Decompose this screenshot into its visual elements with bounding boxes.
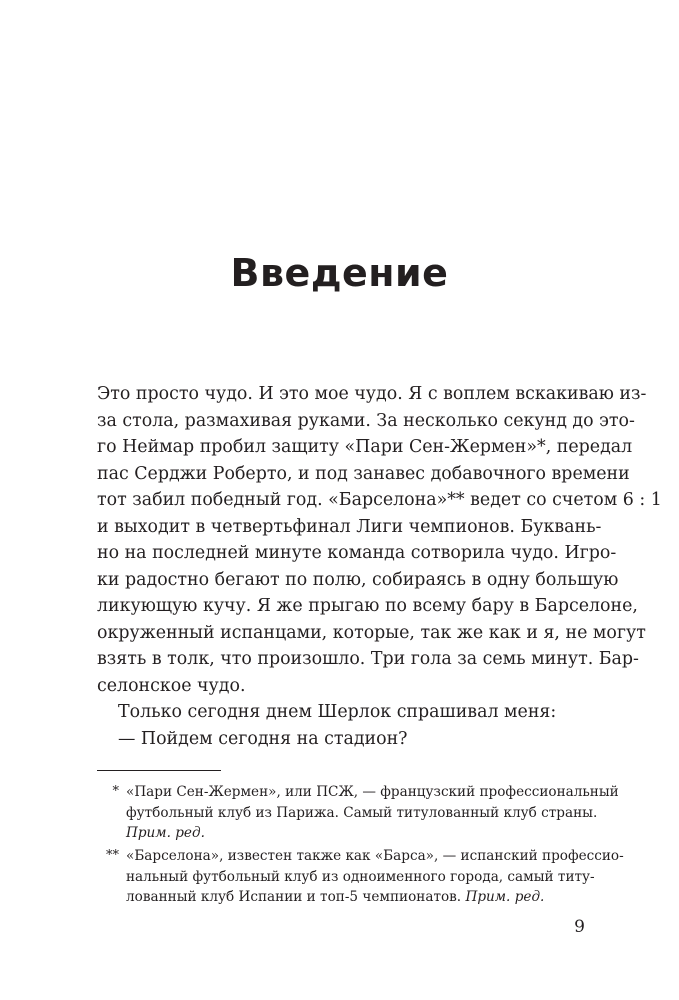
footnote-marker: **	[106, 848, 119, 863]
footnote-line-text: лованный клуб Испании и топ-5 чемпионатов.	[126, 889, 462, 905]
body-line: тот забил победный год. «Барселона»** ведет со счетом 6 : 1	[97, 490, 662, 510]
dialogue-line: — Пойдем сегодня на стадион?	[118, 728, 408, 749]
body-line: но на последней минуте команда сотворила чудо. Игро-	[97, 543, 617, 563]
body-line: взять в толк, что произошло. Три гола за семь минут. Бар-	[97, 649, 639, 669]
body-line: и выходит в четвертьфинал Лиги чемпионов. Буквань-	[97, 516, 602, 537]
editor-note: Прим. ред.	[126, 825, 205, 841]
footnote-line: «Пари Сен-Жермен», или ПСЖ, — французский профессиональный	[126, 784, 619, 800]
footnote-divider	[97, 770, 221, 771]
body-line: за стола, размахивая руками. За несколько секунд до это-	[97, 410, 635, 431]
footnote-line: нальный футбольный клуб из одноименного города, самый титу-	[126, 868, 595, 885]
footnote-text	[126, 782, 619, 844]
chapter-title: Введение	[230, 251, 449, 295]
body-line: ки радостно бегают по полю, собираясь в одну большую	[97, 569, 619, 590]
body-line: пас Серджи Роберто, и под занавес добавочного времени	[97, 463, 630, 484]
footnote-text	[126, 846, 624, 908]
footnote-marker: *	[112, 784, 119, 799]
footnote-line: «Барселона», известен также как «Барса», — испанский профессио-	[126, 848, 624, 864]
body-text	[97, 381, 662, 752]
body-line: Только сегодня днем Шерлок спрашивал меня:	[118, 702, 557, 722]
body-line: го Неймар пробил защиту «Пари Сен-Жермен»*, передал	[97, 437, 633, 457]
page-number: 9	[574, 917, 585, 937]
editor-note: Прим. ред.	[465, 889, 545, 905]
body-line: ликующую кучу. Я же прыгаю по всему бару в Барселоне,	[97, 596, 638, 616]
footnote-line: футбольный клуб из Парижа. Самый титулованный клуб страны.	[126, 804, 598, 821]
footnote-line	[126, 887, 585, 908]
body-line: Это просто чудо. И это мое чудо. Я с воплем вскакиваю из-	[97, 384, 647, 404]
body-line: селонское чудо.	[97, 675, 246, 696]
body-line: окруженный испанцами, которые, так же как и я, не могут	[97, 622, 646, 643]
